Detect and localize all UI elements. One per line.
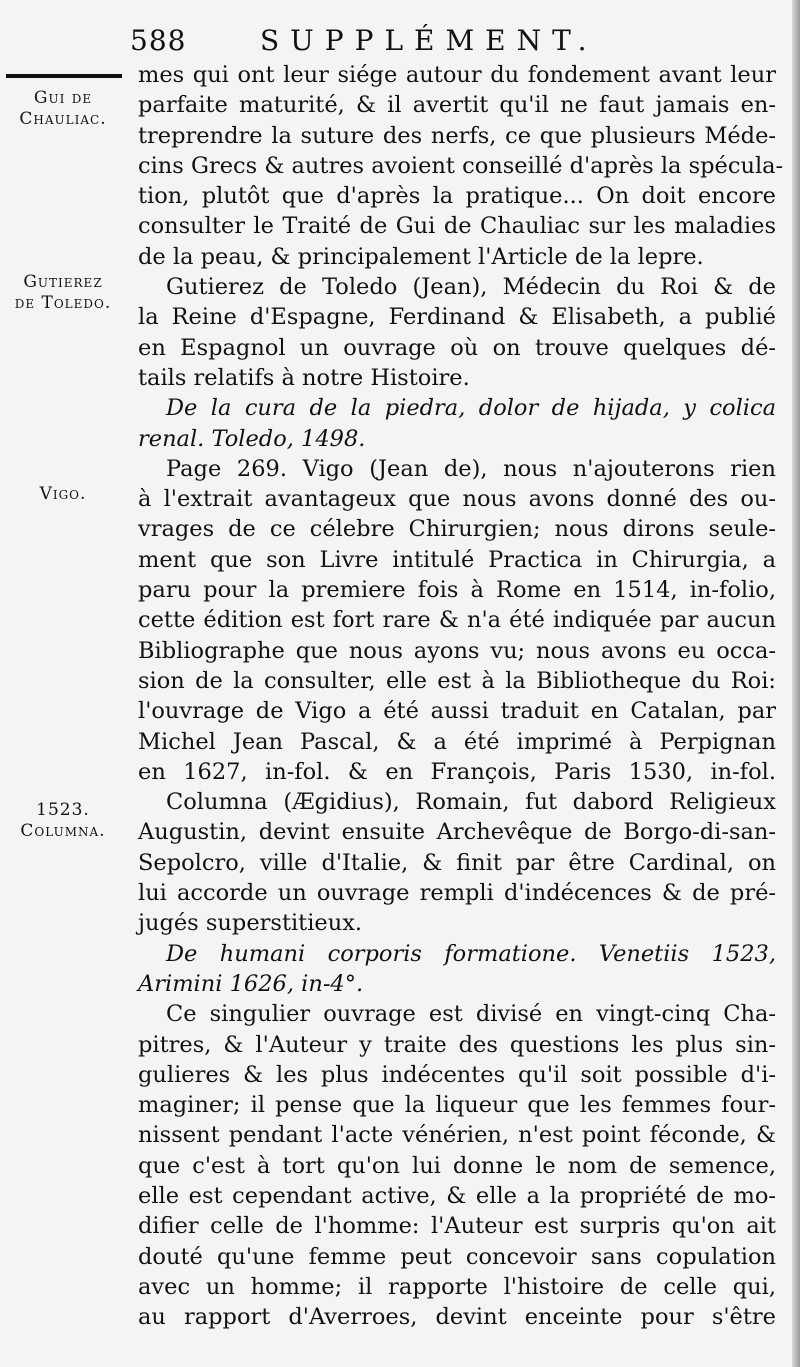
text-line: difier celle de l'homme: l'Auteur est surpris qu'on ait xyxy=(138,1213,776,1240)
margin-note-line: de Toledo. xyxy=(14,293,112,313)
text-line: Augustin, devint ensuite Archevêque de Borgo-di-san- xyxy=(138,819,776,846)
text-line: Michel Jean Pascal, & a été imprimé à Perpignan xyxy=(138,728,776,755)
text-line: Ce singulier ouvrage est divisé en vingt-cinq Cha- xyxy=(166,1001,776,1028)
margin-note-line: Columna. xyxy=(20,821,106,841)
margin-note-gui-de-chauliac xyxy=(0,88,126,130)
text-line: consulter le Traité de Gui de Chauliac sur les maladies xyxy=(138,213,776,240)
book-title: renal. Toledo, 1498. xyxy=(138,425,366,452)
text-line xyxy=(138,424,776,454)
text-line: la Reine d'Espagne, Ferdinand & Elisabeth, a publié xyxy=(138,304,776,331)
text-line: pitres, & l'Auteur y traite des questions les plus sin- xyxy=(138,1031,776,1058)
text-line: elle est cependant active, & elle a la propriété de mo- xyxy=(138,1182,776,1209)
text-line: maginer; il pense que la liqueur que les femmes four- xyxy=(138,1092,776,1119)
text-line: avec un homme; il rapporte l'histoire de celle qui, xyxy=(138,1273,776,1300)
text-line: ment que son Livre intitulé Practica in Chirurgia, a xyxy=(138,546,776,573)
text-line: Sepolcro, ville d'Italie, & finit par être Cardinal, on xyxy=(138,849,776,876)
page-number: 588 xyxy=(130,24,187,57)
text-line: lui accorde un ouvrage rempli d'indécences & de pré- xyxy=(138,880,776,907)
text-line: nissent pendant l'acte vénérien, n'est point féconde, & xyxy=(138,1122,776,1149)
text-line: treprendre la suture des nerfs, ce que plusieurs Méde- xyxy=(138,122,776,149)
text-line: gulieres & les plus indécentes qu'il soit possible d'i- xyxy=(138,1061,776,1088)
text-line: parfaite maturité, & il avertit qu'il ne faut jamais en- xyxy=(138,92,776,119)
book-title: De humani corporis formatione. Venetiis 1523, xyxy=(166,940,776,967)
text-line: jugés superstitieux. xyxy=(138,910,363,937)
margin-note-line: Chauliac. xyxy=(19,109,107,129)
margin-note-vigo xyxy=(0,484,126,505)
text-line: cins Grecs & autres avoient conseillé d'après la spécula- xyxy=(138,152,784,179)
text-line xyxy=(138,969,776,999)
page-edge xyxy=(792,0,800,1367)
text-line: paru pour la premiere fois à Rome en 1514, in-folio, xyxy=(138,577,776,604)
book-title: De la cura de la piedra, dolor de hijada, y colica xyxy=(166,395,776,422)
running-head: SUPPLÉMENT. xyxy=(260,24,598,57)
text-line: vrages de ce célebre Chirurgien; nous dirons seule- xyxy=(138,516,776,543)
text-line: de la peau, & principalement l'Article de la lepre. xyxy=(138,243,704,270)
text-line: sion de la consulter, elle est à la Bibliotheque du Roi: xyxy=(138,667,776,694)
page-header xyxy=(130,14,770,58)
margin-note-line: Gutierez xyxy=(23,272,103,292)
text-line: en Espagnol un ouvrage où on trouve quelques dé- xyxy=(138,334,776,361)
margin-note-gutierez-de-toledo xyxy=(0,272,126,314)
text-line: Page 269. Vigo (Jean de), nous n'ajouterons rien xyxy=(166,455,776,482)
text-line: au rapport d'Averroes, devint enceinte pour s'être xyxy=(138,1304,776,1331)
text-line xyxy=(138,939,776,969)
text-line: Gutierez de Toledo (Jean), Médecin du Roi & de xyxy=(166,274,776,301)
text-line: douté qu'une femme peut concevoir sans copulation xyxy=(138,1243,776,1270)
margin-note-columna xyxy=(0,800,126,842)
text-line xyxy=(138,393,776,423)
text-line: mes qui ont leur siége autour du fondement avant leur xyxy=(138,62,776,88)
text-line: Columna (Ægidius), Romain, fut dabord Religieux xyxy=(166,789,776,816)
header-rule xyxy=(6,74,122,78)
margin-note-line: Gui de xyxy=(33,88,93,108)
body-text xyxy=(138,60,784,1332)
text-line: que c'est à tort qu'on lui donne le nom de semence, xyxy=(138,1152,776,1179)
text-line: à l'extrait avantageux que nous avons donné des ou- xyxy=(138,486,776,513)
text-line: cette édition est fort rare & n'a été indiquée par aucun xyxy=(138,607,776,634)
text-line: tion, plutôt que d'après la pratique... On doit encore xyxy=(138,183,776,210)
text-line: tails relatifs à notre Histoire. xyxy=(138,364,470,391)
margin-note-line: 1523. xyxy=(36,800,90,820)
margin-note-line: Vigo. xyxy=(39,484,87,504)
text-line: Bibliographe que nous ayons vu; nous avons eu occa- xyxy=(138,637,776,664)
book-title: Arimini 1626, in-4°. xyxy=(138,970,364,997)
text-line: l'ouvrage de Vigo a été aussi traduit en Catalan, par xyxy=(138,698,776,725)
text-line: en 1627, in-fol. & en François, Paris 1530, in-fol. xyxy=(138,758,776,785)
